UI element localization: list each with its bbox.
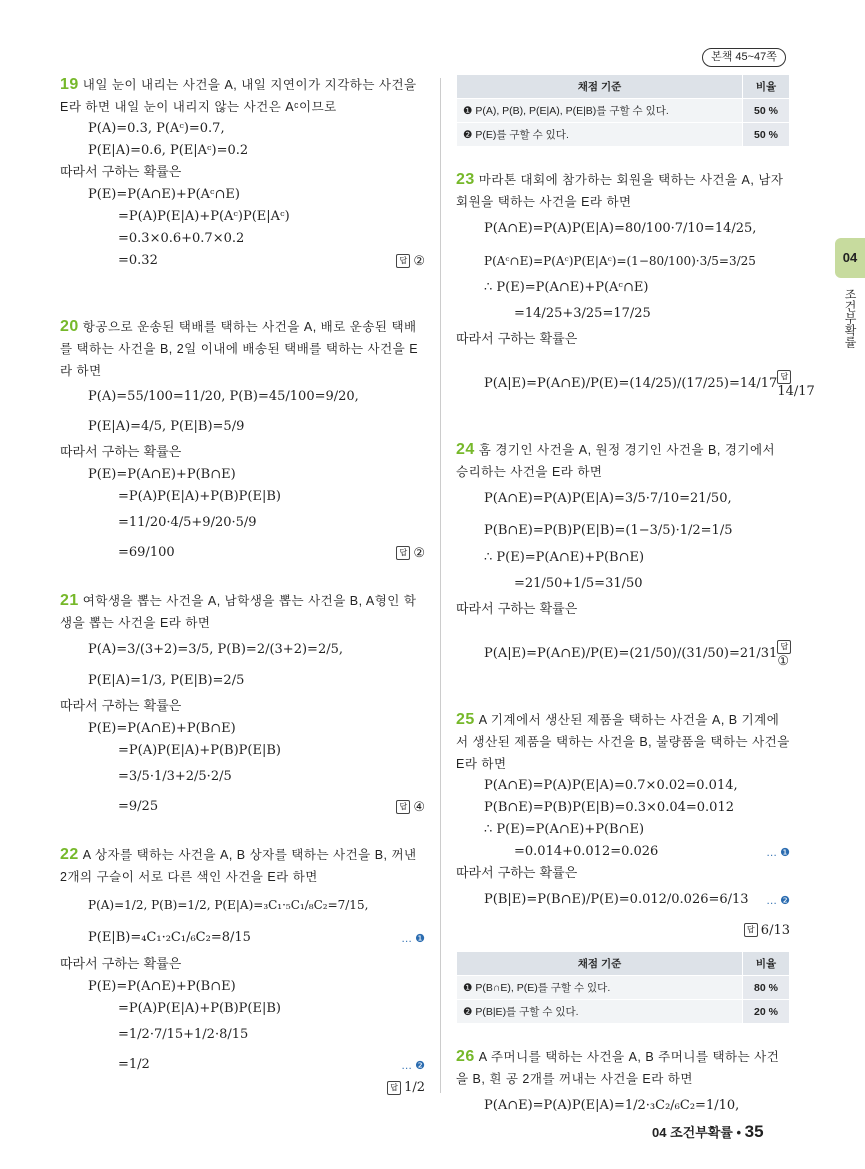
text-line: 따라서 구하는 확률은 <box>456 332 578 347</box>
footer-chapter: 04 조건부확률 <box>652 1125 733 1140</box>
equation: =P(A)P(E|A)+P(B)P(E|B) <box>118 743 281 758</box>
answer-icon: 답 <box>396 546 410 560</box>
grading-table-2 <box>456 951 790 1024</box>
right-column <box>456 74 815 1122</box>
problem-number: 23 <box>456 171 475 188</box>
equation: =P(A)P(E|A)+P(B)P(E|B) <box>118 1001 281 1016</box>
equation: P(A)=0.3, P(Aᶜ)=0.7, <box>88 121 225 136</box>
answer: 답 ④ <box>396 800 425 815</box>
equation: =11/20·4/5+9/20·5/9 <box>118 515 257 530</box>
equation: P(A∩E)=P(A)P(E|A)=0.7×0.02=0.014, <box>484 778 738 793</box>
table-row: ❷ P(B|E)를 구할 수 있다. 20 % <box>457 1000 790 1024</box>
table-row: ❶ P(B∩E), P(E)를 구할 수 있다. 80 % <box>457 976 790 1000</box>
problem-text: 여학생을 뽑는 사건을 A, 남학생을 뽑는 사건을 B, A형인 학생을 뽑는 사건을 E라 하면 <box>60 594 417 630</box>
text-line: 따라서 구하는 확률은 <box>456 866 578 881</box>
chapter-tab-number: 04 <box>835 238 865 278</box>
table-row: ❶ P(A), P(B), P(E|A), P(E|B)를 구할 수 있다. 50 % <box>457 99 790 123</box>
chapter-tab-title: 조건부확률 <box>843 288 857 348</box>
grading-table-1 <box>456 74 790 147</box>
problem-text: 홈 경기인 사건을 A, 원정 경기인 사건을 B, 경기에서 승리하는 사건을 E라 하면 <box>456 443 776 479</box>
table-header: 채점 기준 <box>457 952 743 976</box>
step-marker: … ❷ <box>401 1059 425 1072</box>
equation: P(E)=P(A∩E)+P(B∩E) <box>88 721 236 736</box>
equation: ∴ P(E)=P(A∩E)+P(B∩E) <box>484 822 645 837</box>
problem-number: 22 <box>60 846 79 863</box>
equation: P(A∩E)=P(A)P(E|A)=3/5·7/10=21/50, <box>484 491 732 506</box>
problem-number: 24 <box>456 441 475 458</box>
column-divider <box>440 78 441 1093</box>
equation: =P(A)P(E|A)+P(B)P(E|B) <box>118 489 281 504</box>
answer-icon: 답 <box>396 800 410 814</box>
equation: ∴ P(E)=P(A∩E)+P(Aᶜ∩E) <box>484 280 649 295</box>
equation: P(A)=3/(3+2)=3/5, P(B)=2/(3+2)=2/5, <box>88 642 343 657</box>
problem-number: 21 <box>60 592 79 609</box>
problem-number: 25 <box>456 711 475 728</box>
page-number: 35 <box>744 1122 764 1141</box>
problem-number: 20 <box>60 318 79 335</box>
equation: P(A)=1/2, P(B)=1/2, P(E|A)=₃C₁·₅C₁/₈C₂=7/15, <box>88 898 369 912</box>
answer-icon: 답 <box>777 370 791 384</box>
problem-text: 항공으로 운송된 택배를 택하는 사건을 A, 배로 운송된 택배를 택하는 사건을 B, 2일 이내에 배송된 택배를 택하는 사건을 E라 하면 <box>60 320 419 378</box>
left-column <box>60 74 425 1095</box>
equation: P(A|E)=P(A∩E)/P(E)=(21/50)/(31/50)=21/31 <box>484 646 778 661</box>
equation: P(E|A)=4/5, P(E|B)=5/9 <box>88 419 245 434</box>
problem-text: A 기계에서 생산된 제품을 택하는 사건을 A, B 기계에서 생산된 제품을 택하는 사건을 B, 불량품을 택하는 사건을 E라 하면 <box>456 713 790 771</box>
text-line: 따라서 구하는 확률은 <box>456 602 578 617</box>
equation: =0.3×0.6+0.7×0.2 <box>118 231 245 246</box>
step-marker: … ❶ <box>766 846 790 859</box>
answer-icon: 답 <box>777 640 791 654</box>
answer: 답① <box>777 639 794 669</box>
table-header: 비율 <box>743 75 790 99</box>
equation: =0.014+0.012=0.026 <box>514 844 659 859</box>
answer-icon: 답 <box>396 254 410 268</box>
problem-25 <box>456 709 790 945</box>
answer-icon: 답 <box>744 923 758 937</box>
equation: =1/2·7/15+1/2·8/15 <box>118 1027 249 1042</box>
equation: P(E|A)=1/3, P(E|B)=2/5 <box>88 673 245 688</box>
problem-26 <box>456 1046 790 1122</box>
table-header: 채점 기준 <box>457 75 743 99</box>
text-line: 따라서 구하는 확률은 <box>60 445 182 460</box>
equation: P(E)=P(A∩E)+P(B∩E) <box>88 467 236 482</box>
equation: =P(A)P(E|A)+P(Aᶜ)P(E|Aᶜ) <box>118 209 290 224</box>
answer: 답 ② <box>396 254 425 269</box>
problem-23 <box>456 169 815 417</box>
equation: P(A|E)=P(A∩E)/P(E)=(14/25)/(17/25)=14/17 <box>484 376 778 391</box>
problem-text: A 상자를 택하는 사건을 A, B 상자를 택하는 사건을 B, 꺼낸 2개의 구슬이 서로 다른 색인 사건을 E라 하면 <box>60 848 417 884</box>
problem-text: A 주머니를 택하는 사건을 A, B 주머니를 택하는 사건을 B, 흰 공 2개를 꺼내는 사건을 E라 하면 <box>456 1050 780 1086</box>
equation: P(A∩E)=P(A)P(E|A)=80/100·7/10=14/25, <box>484 221 757 236</box>
equation: P(A)=55/100=11/20, P(B)=45/100=9/20, <box>88 389 359 404</box>
problem-number: 19 <box>60 76 79 93</box>
equation: =9/25 <box>118 799 159 814</box>
equation: P(B∩E)=P(B)P(E|B)=(1−3/5)·1/2=1/5 <box>484 523 733 538</box>
equation: P(E|B)=₄C₁·₂C₁/₆C₂=8/15 <box>88 930 251 945</box>
answer: 답 ② <box>396 546 425 561</box>
equation: =69/100 <box>118 545 175 560</box>
step-marker: … ❷ <box>766 894 790 907</box>
table-row: ❷ P(E)를 구할 수 있다. 50 % <box>457 123 790 147</box>
step-marker: … ❶ <box>401 932 425 945</box>
text-line: 따라서 구하는 확률은 <box>60 957 182 972</box>
problem-22 <box>60 844 425 1095</box>
problem-text: 마라톤 대회에 참가하는 회원을 택하는 사건을 A, 남자 회원을 택하는 사건을 E라 하면 <box>456 173 784 209</box>
page-footer: 04 조건부확률 • 35 <box>652 1122 764 1141</box>
equation: =3/5·1/3+2/5·2/5 <box>118 769 232 784</box>
equation: =1/2 <box>118 1057 150 1072</box>
problem-19 <box>60 74 425 272</box>
equation: =21/50+1/5=31/50 <box>514 576 643 591</box>
page-reference-badge: 본책 45~47쪽 <box>702 48 786 67</box>
problem-20 <box>60 316 425 568</box>
equation: P(E)=P(A∩E)+P(Aᶜ∩E) <box>88 187 240 202</box>
equation: ∴ P(E)=P(A∩E)+P(B∩E) <box>484 550 645 565</box>
text-line: 따라서 구하는 확률은 <box>60 165 182 180</box>
equation: P(Aᶜ∩E)=P(Aᶜ)P(E|Aᶜ)=(1−80/100)·3/5=3/25 <box>484 254 756 268</box>
equation: P(B∩E)=P(B)P(E|B)=0.3×0.04=0.012 <box>484 800 734 815</box>
table-header: 비율 <box>743 952 790 976</box>
equation: P(A∩E)=P(A)P(E|A)=1/2·₃C₂/₆C₂=1/10, <box>484 1098 740 1113</box>
text-line: 따라서 구하는 확률은 <box>60 699 182 714</box>
problem-21 <box>60 590 425 822</box>
answer: 답 1/2 <box>387 1080 425 1095</box>
equation: P(E|A)=0.6, P(E|Aᶜ)=0.2 <box>88 143 249 158</box>
problem-number: 26 <box>456 1048 475 1065</box>
answer: 답14/17 <box>777 371 815 399</box>
equation: P(B|E)=P(B∩E)/P(E)=0.012/0.026=6/13 <box>484 892 749 907</box>
equation: P(E)=P(A∩E)+P(B∩E) <box>88 979 236 994</box>
answer: 답 6/13 <box>744 923 790 938</box>
equation: =14/25+3/25=17/25 <box>514 306 651 321</box>
answer-icon: 답 <box>387 1081 401 1095</box>
problem-text: 내일 눈이 내리는 사건을 A, 내일 지연이가 지각하는 사건을 E라 하면 내일 눈이 내리지 않는 사건은 Aᶜ이므로 <box>60 78 417 114</box>
problem-24 <box>456 439 790 687</box>
equation: =0.32 <box>118 253 158 268</box>
